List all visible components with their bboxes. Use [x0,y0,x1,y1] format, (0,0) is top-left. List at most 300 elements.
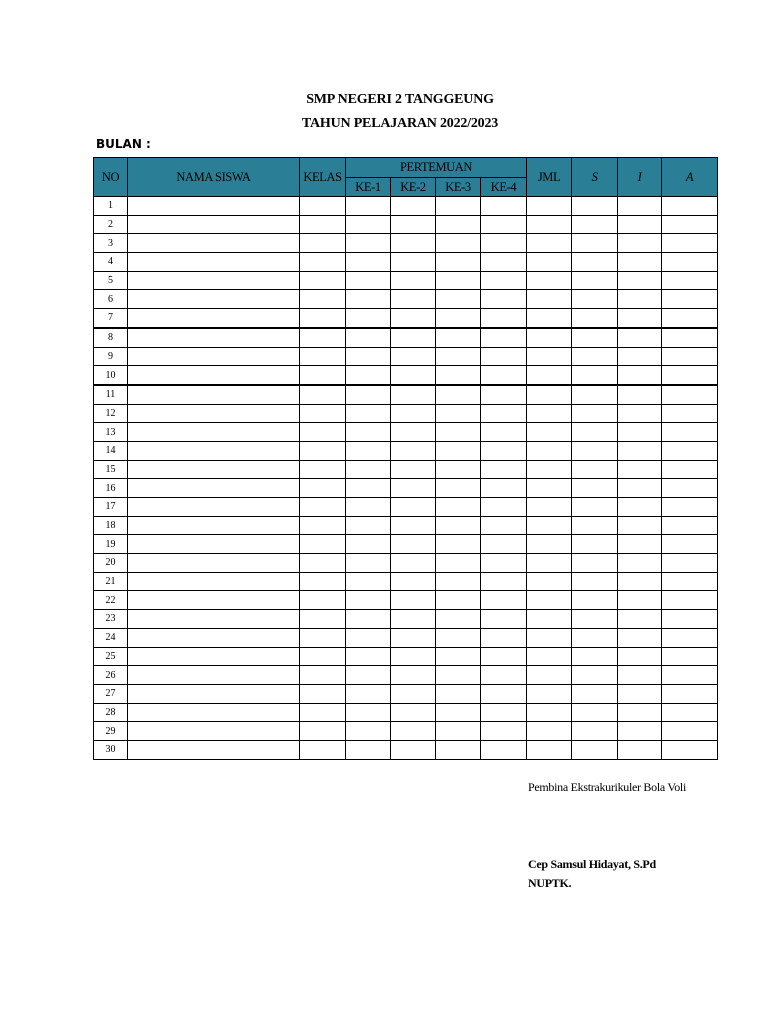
permission-cell[interactable] [618,441,662,460]
session-4-cell[interactable] [481,628,527,647]
session-1-cell[interactable] [346,628,391,647]
class-cell[interactable] [300,253,346,272]
class-cell[interactable] [300,740,346,759]
class-cell[interactable] [300,347,346,366]
session-4-cell[interactable] [481,328,527,347]
session-3-cell[interactable] [436,404,481,423]
student-name-cell[interactable] [128,554,300,573]
sick-cell[interactable] [572,366,618,385]
student-name-cell[interactable] [128,479,300,498]
total-cell[interactable] [527,740,572,759]
absent-cell[interactable] [662,498,718,517]
session-1-cell[interactable] [346,404,391,423]
absent-cell[interactable] [662,215,718,234]
session-1-cell[interactable] [346,366,391,385]
student-name-cell[interactable] [128,253,300,272]
student-name-cell[interactable] [128,215,300,234]
total-cell[interactable] [527,610,572,629]
total-cell[interactable] [527,271,572,290]
sick-cell[interactable] [572,215,618,234]
student-name-cell[interactable] [128,347,300,366]
session-3-cell[interactable] [436,385,481,404]
total-cell[interactable] [527,404,572,423]
student-name-cell[interactable] [128,290,300,309]
session-4-cell[interactable] [481,498,527,517]
permission-cell[interactable] [618,628,662,647]
sick-cell[interactable] [572,535,618,554]
session-4-cell[interactable] [481,385,527,404]
total-cell[interactable] [527,366,572,385]
permission-cell[interactable] [618,328,662,347]
session-1-cell[interactable] [346,309,391,328]
absent-cell[interactable] [662,441,718,460]
student-name-cell[interactable] [128,328,300,347]
student-name-cell[interactable] [128,366,300,385]
class-cell[interactable] [300,234,346,253]
session-4-cell[interactable] [481,253,527,272]
session-1-cell[interactable] [346,215,391,234]
permission-cell[interactable] [618,366,662,385]
total-cell[interactable] [527,423,572,442]
total-cell[interactable] [527,591,572,610]
sick-cell[interactable] [572,684,618,703]
session-3-cell[interactable] [436,535,481,554]
session-2-cell[interactable] [391,197,436,216]
session-3-cell[interactable] [436,647,481,666]
absent-cell[interactable] [662,479,718,498]
permission-cell[interactable] [618,572,662,591]
absent-cell[interactable] [662,234,718,253]
session-2-cell[interactable] [391,479,436,498]
permission-cell[interactable] [618,460,662,479]
session-4-cell[interactable] [481,234,527,253]
total-cell[interactable] [527,498,572,517]
sick-cell[interactable] [572,591,618,610]
session-2-cell[interactable] [391,647,436,666]
session-1-cell[interactable] [346,290,391,309]
session-1-cell[interactable] [346,328,391,347]
session-3-cell[interactable] [436,460,481,479]
sick-cell[interactable] [572,441,618,460]
sick-cell[interactable] [572,328,618,347]
session-4-cell[interactable] [481,610,527,629]
student-name-cell[interactable] [128,271,300,290]
permission-cell[interactable] [618,591,662,610]
student-name-cell[interactable] [128,591,300,610]
session-3-cell[interactable] [436,516,481,535]
session-1-cell[interactable] [346,460,391,479]
total-cell[interactable] [527,703,572,722]
permission-cell[interactable] [618,215,662,234]
permission-cell[interactable] [618,234,662,253]
class-cell[interactable] [300,441,346,460]
session-3-cell[interactable] [436,271,481,290]
class-cell[interactable] [300,498,346,517]
session-4-cell[interactable] [481,271,527,290]
session-4-cell[interactable] [481,572,527,591]
session-4-cell[interactable] [481,404,527,423]
class-cell[interactable] [300,271,346,290]
absent-cell[interactable] [662,516,718,535]
session-3-cell[interactable] [436,479,481,498]
student-name-cell[interactable] [128,703,300,722]
total-cell[interactable] [527,479,572,498]
class-cell[interactable] [300,385,346,404]
session-2-cell[interactable] [391,684,436,703]
total-cell[interactable] [527,441,572,460]
class-cell[interactable] [300,423,346,442]
student-name-cell[interactable] [128,722,300,741]
class-cell[interactable] [300,290,346,309]
session-1-cell[interactable] [346,498,391,517]
absent-cell[interactable] [662,347,718,366]
session-3-cell[interactable] [436,554,481,573]
total-cell[interactable] [527,684,572,703]
total-cell[interactable] [527,215,572,234]
absent-cell[interactable] [662,197,718,216]
class-cell[interactable] [300,684,346,703]
permission-cell[interactable] [618,271,662,290]
session-1-cell[interactable] [346,572,391,591]
sick-cell[interactable] [572,404,618,423]
session-1-cell[interactable] [346,666,391,685]
permission-cell[interactable] [618,253,662,272]
session-3-cell[interactable] [436,253,481,272]
session-1-cell[interactable] [346,423,391,442]
session-3-cell[interactable] [436,423,481,442]
class-cell[interactable] [300,460,346,479]
class-cell[interactable] [300,366,346,385]
session-1-cell[interactable] [346,234,391,253]
class-cell[interactable] [300,610,346,629]
session-4-cell[interactable] [481,535,527,554]
sick-cell[interactable] [572,740,618,759]
sick-cell[interactable] [572,647,618,666]
session-1-cell[interactable] [346,535,391,554]
permission-cell[interactable] [618,684,662,703]
session-2-cell[interactable] [391,441,436,460]
permission-cell[interactable] [618,423,662,442]
absent-cell[interactable] [662,591,718,610]
session-2-cell[interactable] [391,290,436,309]
permission-cell[interactable] [618,554,662,573]
session-2-cell[interactable] [391,535,436,554]
student-name-cell[interactable] [128,610,300,629]
absent-cell[interactable] [662,628,718,647]
session-4-cell[interactable] [481,366,527,385]
sick-cell[interactable] [572,498,618,517]
class-cell[interactable] [300,591,346,610]
session-3-cell[interactable] [436,309,481,328]
class-cell[interactable] [300,309,346,328]
session-4-cell[interactable] [481,347,527,366]
total-cell[interactable] [527,385,572,404]
session-3-cell[interactable] [436,197,481,216]
class-cell[interactable] [300,703,346,722]
class-cell[interactable] [300,404,346,423]
permission-cell[interactable] [618,347,662,366]
total-cell[interactable] [527,666,572,685]
sick-cell[interactable] [572,347,618,366]
permission-cell[interactable] [618,309,662,328]
session-2-cell[interactable] [391,328,436,347]
session-1-cell[interactable] [346,740,391,759]
session-1-cell[interactable] [346,479,391,498]
session-3-cell[interactable] [436,215,481,234]
sick-cell[interactable] [572,309,618,328]
total-cell[interactable] [527,535,572,554]
session-2-cell[interactable] [391,516,436,535]
student-name-cell[interactable] [128,385,300,404]
session-4-cell[interactable] [481,554,527,573]
total-cell[interactable] [527,347,572,366]
session-1-cell[interactable] [346,197,391,216]
session-2-cell[interactable] [391,703,436,722]
session-3-cell[interactable] [436,703,481,722]
permission-cell[interactable] [618,535,662,554]
sick-cell[interactable] [572,253,618,272]
permission-cell[interactable] [618,385,662,404]
total-cell[interactable] [527,516,572,535]
permission-cell[interactable] [618,479,662,498]
session-2-cell[interactable] [391,271,436,290]
session-2-cell[interactable] [391,460,436,479]
student-name-cell[interactable] [128,441,300,460]
session-3-cell[interactable] [436,366,481,385]
absent-cell[interactable] [662,290,718,309]
sick-cell[interactable] [572,572,618,591]
permission-cell[interactable] [618,290,662,309]
session-2-cell[interactable] [391,385,436,404]
class-cell[interactable] [300,197,346,216]
permission-cell[interactable] [618,498,662,517]
absent-cell[interactable] [662,423,718,442]
permission-cell[interactable] [618,404,662,423]
student-name-cell[interactable] [128,666,300,685]
session-4-cell[interactable] [481,647,527,666]
student-name-cell[interactable] [128,309,300,328]
total-cell[interactable] [527,722,572,741]
absent-cell[interactable] [662,366,718,385]
absent-cell[interactable] [662,647,718,666]
sick-cell[interactable] [572,460,618,479]
class-cell[interactable] [300,215,346,234]
student-name-cell[interactable] [128,404,300,423]
total-cell[interactable] [527,460,572,479]
absent-cell[interactable] [662,684,718,703]
session-2-cell[interactable] [391,666,436,685]
sick-cell[interactable] [572,423,618,442]
session-1-cell[interactable] [346,347,391,366]
sick-cell[interactable] [572,516,618,535]
sick-cell[interactable] [572,722,618,741]
session-2-cell[interactable] [391,347,436,366]
class-cell[interactable] [300,479,346,498]
permission-cell[interactable] [618,703,662,722]
session-2-cell[interactable] [391,309,436,328]
sick-cell[interactable] [572,234,618,253]
total-cell[interactable] [527,309,572,328]
session-4-cell[interactable] [481,215,527,234]
total-cell[interactable] [527,554,572,573]
student-name-cell[interactable] [128,516,300,535]
absent-cell[interactable] [662,271,718,290]
class-cell[interactable] [300,328,346,347]
session-1-cell[interactable] [346,684,391,703]
session-3-cell[interactable] [436,591,481,610]
student-name-cell[interactable] [128,423,300,442]
session-2-cell[interactable] [391,215,436,234]
class-cell[interactable] [300,554,346,573]
session-2-cell[interactable] [391,554,436,573]
session-4-cell[interactable] [481,197,527,216]
session-4-cell[interactable] [481,309,527,328]
session-4-cell[interactable] [481,740,527,759]
session-1-cell[interactable] [346,591,391,610]
session-2-cell[interactable] [391,740,436,759]
absent-cell[interactable] [662,666,718,685]
session-2-cell[interactable] [391,610,436,629]
session-2-cell[interactable] [391,234,436,253]
total-cell[interactable] [527,628,572,647]
session-3-cell[interactable] [436,572,481,591]
session-3-cell[interactable] [436,684,481,703]
student-name-cell[interactable] [128,740,300,759]
session-1-cell[interactable] [346,703,391,722]
absent-cell[interactable] [662,535,718,554]
session-4-cell[interactable] [481,479,527,498]
session-3-cell[interactable] [436,740,481,759]
permission-cell[interactable] [618,610,662,629]
class-cell[interactable] [300,535,346,554]
session-4-cell[interactable] [481,516,527,535]
session-1-cell[interactable] [346,647,391,666]
student-name-cell[interactable] [128,197,300,216]
session-3-cell[interactable] [436,610,481,629]
session-2-cell[interactable] [391,722,436,741]
absent-cell[interactable] [662,610,718,629]
student-name-cell[interactable] [128,498,300,517]
sick-cell[interactable] [572,197,618,216]
session-1-cell[interactable] [346,610,391,629]
absent-cell[interactable] [662,328,718,347]
class-cell[interactable] [300,572,346,591]
absent-cell[interactable] [662,253,718,272]
session-4-cell[interactable] [481,722,527,741]
sick-cell[interactable] [572,666,618,685]
absent-cell[interactable] [662,554,718,573]
session-2-cell[interactable] [391,366,436,385]
class-cell[interactable] [300,647,346,666]
absent-cell[interactable] [662,404,718,423]
session-1-cell[interactable] [346,271,391,290]
session-4-cell[interactable] [481,703,527,722]
sick-cell[interactable] [572,479,618,498]
absent-cell[interactable] [662,460,718,479]
session-4-cell[interactable] [481,666,527,685]
session-3-cell[interactable] [436,290,481,309]
session-3-cell[interactable] [436,347,481,366]
student-name-cell[interactable] [128,647,300,666]
session-1-cell[interactable] [346,441,391,460]
sick-cell[interactable] [572,290,618,309]
total-cell[interactable] [527,253,572,272]
absent-cell[interactable] [662,572,718,591]
absent-cell[interactable] [662,722,718,741]
student-name-cell[interactable] [128,234,300,253]
permission-cell[interactable] [618,197,662,216]
session-1-cell[interactable] [346,554,391,573]
session-4-cell[interactable] [481,591,527,610]
permission-cell[interactable] [618,647,662,666]
session-2-cell[interactable] [391,572,436,591]
session-4-cell[interactable] [481,684,527,703]
session-2-cell[interactable] [391,423,436,442]
total-cell[interactable] [527,234,572,253]
class-cell[interactable] [300,666,346,685]
student-name-cell[interactable] [128,460,300,479]
student-name-cell[interactable] [128,535,300,554]
session-1-cell[interactable] [346,385,391,404]
absent-cell[interactable] [662,740,718,759]
session-2-cell[interactable] [391,404,436,423]
permission-cell[interactable] [618,740,662,759]
session-3-cell[interactable] [436,328,481,347]
total-cell[interactable] [527,328,572,347]
absent-cell[interactable] [662,385,718,404]
session-4-cell[interactable] [481,460,527,479]
session-4-cell[interactable] [481,423,527,442]
session-1-cell[interactable] [346,516,391,535]
permission-cell[interactable] [618,516,662,535]
student-name-cell[interactable] [128,684,300,703]
absent-cell[interactable] [662,309,718,328]
session-2-cell[interactable] [391,253,436,272]
session-1-cell[interactable] [346,722,391,741]
absent-cell[interactable] [662,703,718,722]
session-3-cell[interactable] [436,441,481,460]
total-cell[interactable] [527,647,572,666]
sick-cell[interactable] [572,554,618,573]
sick-cell[interactable] [572,628,618,647]
session-3-cell[interactable] [436,628,481,647]
student-name-cell[interactable] [128,628,300,647]
student-name-cell[interactable] [128,572,300,591]
total-cell[interactable] [527,572,572,591]
session-4-cell[interactable] [481,290,527,309]
session-3-cell[interactable] [436,234,481,253]
session-4-cell[interactable] [481,441,527,460]
class-cell[interactable] [300,516,346,535]
sick-cell[interactable] [572,703,618,722]
class-cell[interactable] [300,628,346,647]
permission-cell[interactable] [618,666,662,685]
permission-cell[interactable] [618,722,662,741]
sick-cell[interactable] [572,610,618,629]
session-2-cell[interactable] [391,498,436,517]
session-1-cell[interactable] [346,253,391,272]
total-cell[interactable] [527,197,572,216]
total-cell[interactable] [527,290,572,309]
session-3-cell[interactable] [436,666,481,685]
sick-cell[interactable] [572,271,618,290]
session-3-cell[interactable] [436,498,481,517]
session-2-cell[interactable] [391,591,436,610]
session-3-cell[interactable] [436,722,481,741]
sick-cell[interactable] [572,385,618,404]
class-cell[interactable] [300,722,346,741]
session-2-cell[interactable] [391,628,436,647]
